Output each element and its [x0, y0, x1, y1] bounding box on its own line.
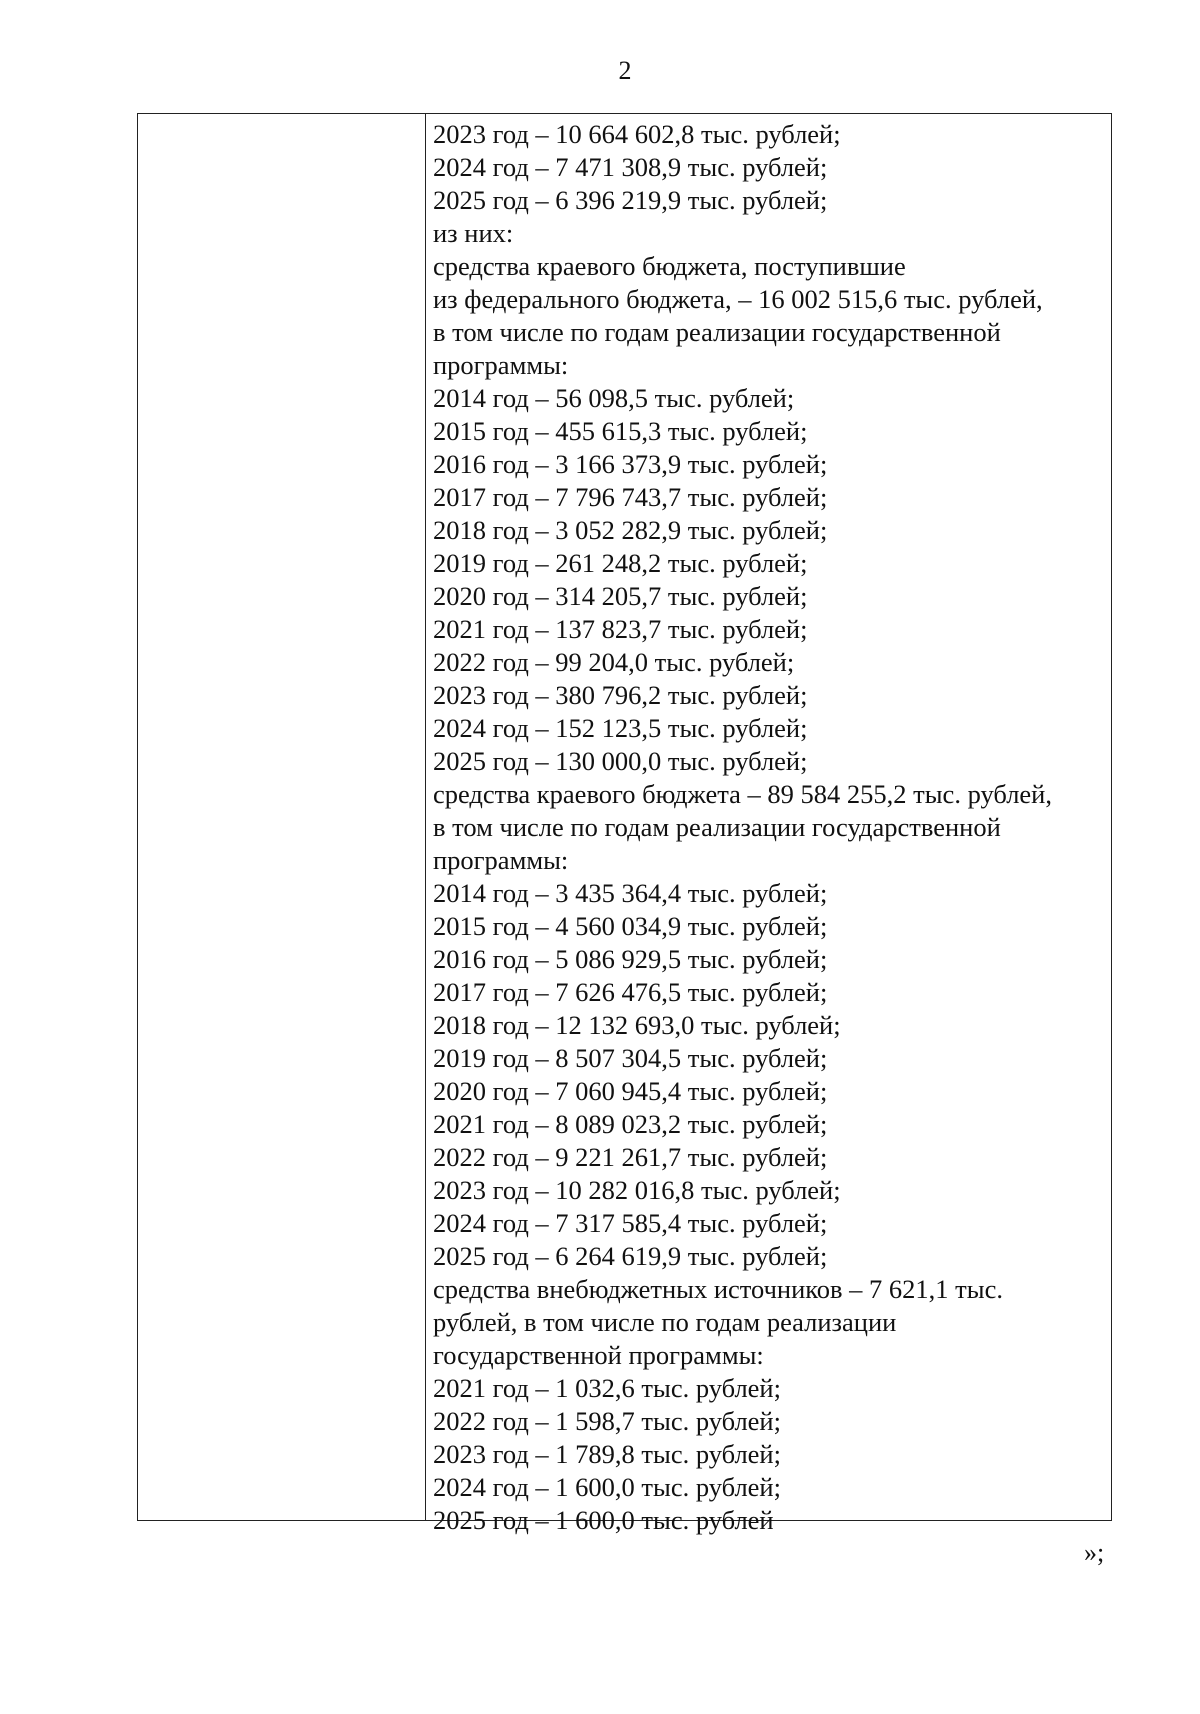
funding-line: 2020 год – 314 205,7 тыс. рублей; [433, 581, 808, 611]
funding-line: государственной программы: [433, 1340, 764, 1370]
funding-line: из них: [433, 218, 514, 248]
funding-line: 2024 год – 7 317 585,4 тыс. рублей; [433, 1208, 828, 1238]
funding-line: 2018 год – 12 132 693,0 тыс. рублей; [433, 1010, 841, 1040]
funding-line: 2016 год – 3 166 373,9 тыс. рублей; [433, 449, 828, 479]
funding-line: средства краевого бюджета – 89 584 255,2 тыс. рублей, [433, 779, 1052, 809]
funding-line: 2017 год – 7 796 743,7 тыс. рублей; [433, 482, 828, 512]
funding-line: в том числе по годам реализации государственной [433, 317, 1001, 347]
funding-line: 2021 год – 1 032,6 тыс. рублей; [433, 1373, 781, 1403]
funding-line: 2022 год – 1 598,7 тыс. рублей; [433, 1406, 781, 1436]
funding-line: из федерального бюджета, – 16 002 515,6 тыс. рублей, [433, 284, 1043, 314]
funding-line: 2023 год – 10 664 602,8 тыс. рублей; [433, 119, 841, 149]
funding-line: средства краевого бюджета, поступившие [433, 251, 906, 281]
closing-quote-mark: »; [1084, 1538, 1105, 1567]
funding-line: 2015 год – 455 615,3 тыс. рублей; [433, 416, 808, 446]
funding-line: 2023 год – 1 789,8 тыс. рублей; [433, 1439, 781, 1469]
funding-line: программы: [433, 350, 569, 380]
funding-line: в том числе по годам реализации государственной [433, 812, 1001, 842]
funding-line: 2018 год – 3 052 282,9 тыс. рублей; [433, 515, 828, 545]
funding-table [137, 113, 1112, 1535]
funding-line: 2022 год – 9 221 261,7 тыс. рублей; [433, 1142, 828, 1172]
funding-line: средства внебюджетных источников – 7 621,1 тыс. [433, 1274, 1003, 1304]
funding-line: 2019 год – 8 507 304,5 тыс. рублей; [433, 1043, 828, 1073]
funding-line: 2025 год – 1 600,0 тыс. рублей [433, 1505, 774, 1535]
funding-line: 2025 год – 130 000,0 тыс. рублей; [433, 746, 808, 776]
table-right-cell [426, 114, 1111, 1535]
funding-line: 2023 год – 380 796,2 тыс. рублей; [433, 680, 808, 710]
page-number: 2 [618, 56, 632, 85]
funding-line: 2019 год – 261 248,2 тыс. рублей; [433, 548, 808, 578]
funding-line: 2017 год – 7 626 476,5 тыс. рублей; [433, 977, 828, 1007]
funding-line: программы: [433, 845, 569, 875]
funding-line: 2021 год – 8 089 023,2 тыс. рублей; [433, 1109, 828, 1139]
funding-line: 2024 год – 7 471 308,9 тыс. рублей; [433, 152, 828, 182]
table-left-cell [138, 114, 426, 1520]
funding-line: 2024 год – 152 123,5 тыс. рублей; [433, 713, 808, 743]
funding-line: 2023 год – 10 282 016,8 тыс. рублей; [433, 1175, 841, 1205]
funding-line: 2022 год – 99 204,0 тыс. рублей; [433, 647, 795, 677]
funding-line: 2015 год – 4 560 034,9 тыс. рублей; [433, 911, 828, 941]
funding-line: 2021 год – 137 823,7 тыс. рублей; [433, 614, 808, 644]
funding-line: 2014 год – 3 435 364,4 тыс. рублей; [433, 878, 828, 908]
funding-line: 2025 год – 6 264 619,9 тыс. рублей; [433, 1241, 828, 1271]
funding-line: рублей, в том числе по годам реализации [433, 1307, 897, 1337]
funding-line: 2020 год – 7 060 945,4 тыс. рублей; [433, 1076, 828, 1106]
funding-line: 2025 год – 6 396 219,9 тыс. рублей; [433, 185, 828, 215]
funding-line: 2024 год – 1 600,0 тыс. рублей; [433, 1472, 781, 1502]
funding-line: 2014 год – 56 098,5 тыс. рублей; [433, 383, 795, 413]
funding-line: 2016 год – 5 086 929,5 тыс. рублей; [433, 944, 828, 974]
